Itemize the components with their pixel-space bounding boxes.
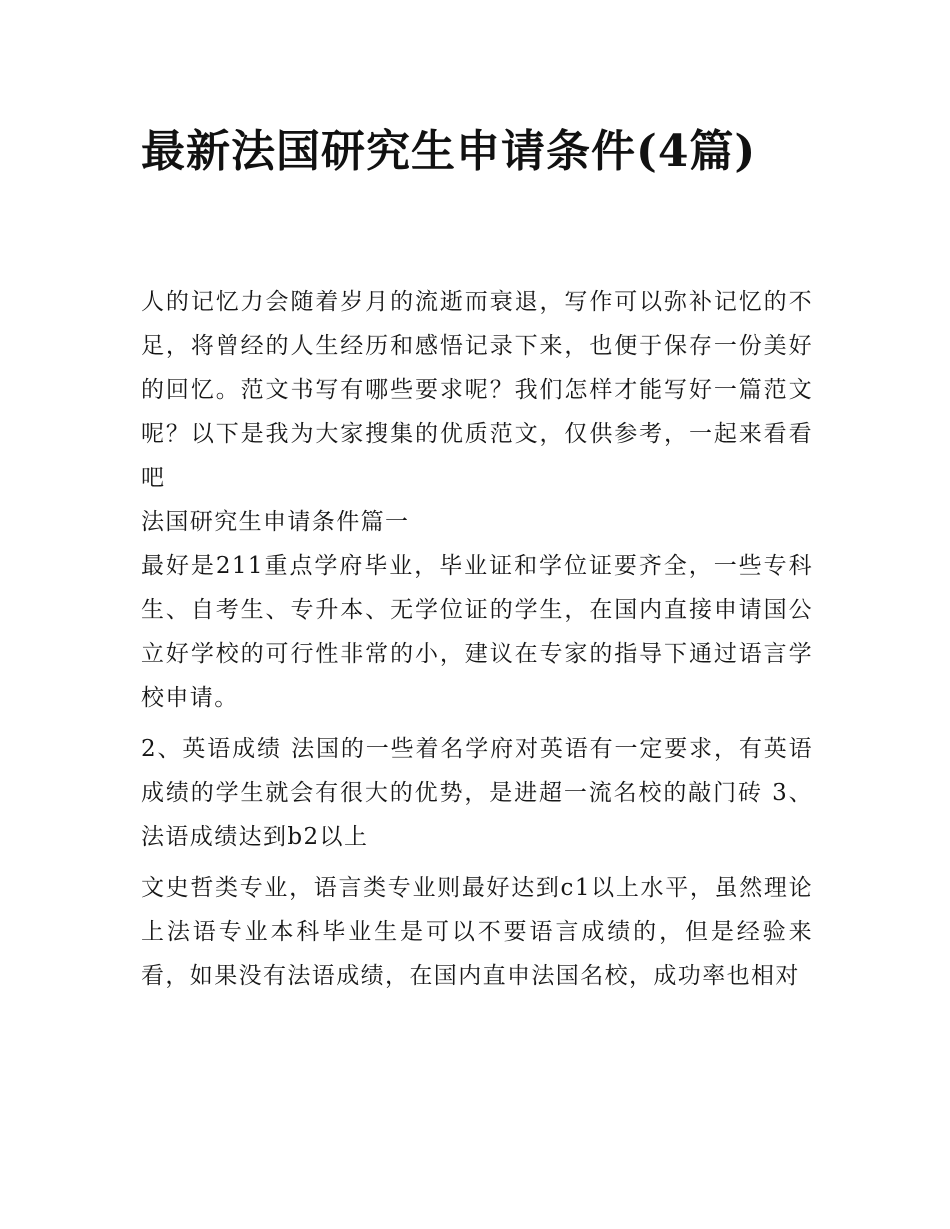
section-heading: 法国研究生申请条件篇一 [141,509,410,535]
french-score-paragraph: 文史哲类专业，语言类专业则最好达到c1以上水平，虽然理论上法语专业本科毕业生是可以不要语言成绩的，但是经验来看，如果没有法语成绩，在国内直申法国名校，成功率也相对 [141,875,813,989]
document-title: 最新法国研究生申请条件(4篇) [141,126,757,177]
degree-requirement-paragraph: 最好是211重点学府毕业，毕业证和学位证要齐全，一些专科生、自考生、专升本、无学位证的学生，在国内直接申请国公立好学校的可行性非常的小，建议在专家的指导下通过语言学校申请。 [141,553,813,711]
english-score-paragraph: 2、英语成绩 法国的一些着名学府对英语有一定要求，有英语成绩的学生就会有很大的优势，是进超一流名校的敲门砖 3、法语成绩达到b2以上 [141,736,813,850]
intro-paragraph: 人的记忆力会随着岁月的流逝而衰退，写作可以弥补记忆的不足，将曾经的人生经历和感悟记录下来，也便于保存一份美好的回忆。范文书写有哪些要求呢？我们怎样才能写好一篇范文呢？以下是我为大家搜集的优质范文，仅供参考，一起来看看吧 [141,289,813,491]
document-body [141,280,813,998]
